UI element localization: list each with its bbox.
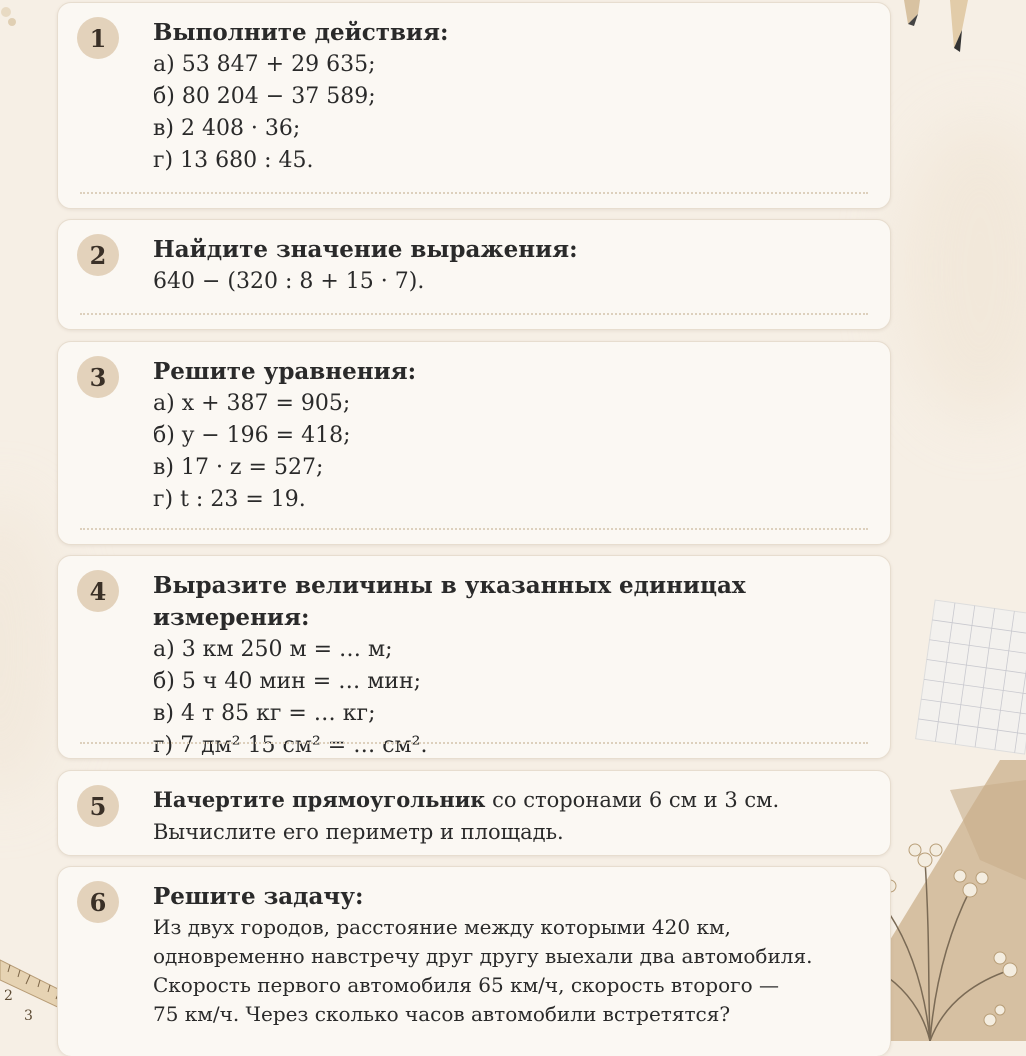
pencils-decoration — [900, 0, 1010, 60]
task-title: Начертите прямоугольник — [153, 787, 486, 812]
ruler-tick-label: 3 — [24, 1008, 33, 1024]
task-card-1 — [57, 2, 891, 209]
task-line: одновременно навстречу друг другу выехали два автомобиля. — [153, 944, 813, 968]
task-line: б) 80 204 − 37 589; — [153, 84, 376, 109]
ruler-tick-label: 2 — [4, 988, 13, 1004]
task-line: в) 2 408 · 36; — [153, 116, 301, 141]
task-line: 640 − (320 : 8 + 15 · 7). — [153, 269, 425, 294]
task-line: в) 17 · z = 527; — [153, 455, 324, 480]
grid-paper-decoration — [905, 595, 1026, 760]
task-line: 75 км/ч. Через сколько часов автомобили встретятся? — [153, 1002, 731, 1026]
task-line: г) 13 680 : 45. — [153, 148, 314, 173]
task-line: Из двух городов, расстояние между которыми 420 км, — [153, 915, 731, 939]
task-number-badge: 3 — [77, 356, 119, 398]
task-line: в) 4 т 85 кг = … кг; — [153, 701, 376, 726]
task-line: а) x + 387 = 905; — [153, 391, 351, 416]
task-number-badge: 6 — [77, 881, 119, 923]
dotted-divider — [80, 192, 868, 194]
task-title: Решите уравнения: — [153, 358, 417, 385]
dotted-divider — [80, 313, 868, 315]
task-line: Скорость первого автомобиля 65 км/ч, скорость второго — — [153, 973, 780, 997]
task-line: Вычислите его периметр и площадь. — [153, 820, 564, 844]
task-number-badge: 4 — [77, 570, 119, 612]
task-number-badge: 1 — [77, 17, 119, 59]
task-line: б) 5 ч 40 мин = … мин; — [153, 669, 422, 694]
task-title: Решите задачу: — [153, 883, 364, 910]
task-line: а) 3 км 250 м = … м; — [153, 637, 393, 662]
task-title: Выразите величины в указанных единицах измерения: — [153, 572, 746, 631]
flower-corner-decoration — [0, 0, 30, 40]
task-card-6 — [57, 866, 891, 1056]
task-line: г) t : 23 = 19. — [153, 487, 306, 512]
task-line: г) 7 дм² 15 см² = … см². — [153, 733, 428, 758]
task-title-continuation: со сторонами 6 см и 3 см. — [485, 788, 780, 812]
task-card-3 — [57, 341, 891, 545]
task-card-5 — [57, 770, 891, 856]
task-number-badge: 2 — [77, 234, 119, 276]
task-line: б) y − 196 = 418; — [153, 423, 351, 448]
dotted-divider — [80, 742, 868, 744]
task-card-4 — [57, 555, 891, 759]
task-title: Выполните действия: — [153, 19, 449, 46]
dotted-divider — [80, 528, 868, 530]
task-line: а) 53 847 + 29 635; — [153, 52, 376, 77]
task-card-2 — [57, 219, 891, 330]
task-title: Найдите значение выражения: — [153, 236, 578, 263]
task-number-badge: 5 — [77, 785, 119, 827]
